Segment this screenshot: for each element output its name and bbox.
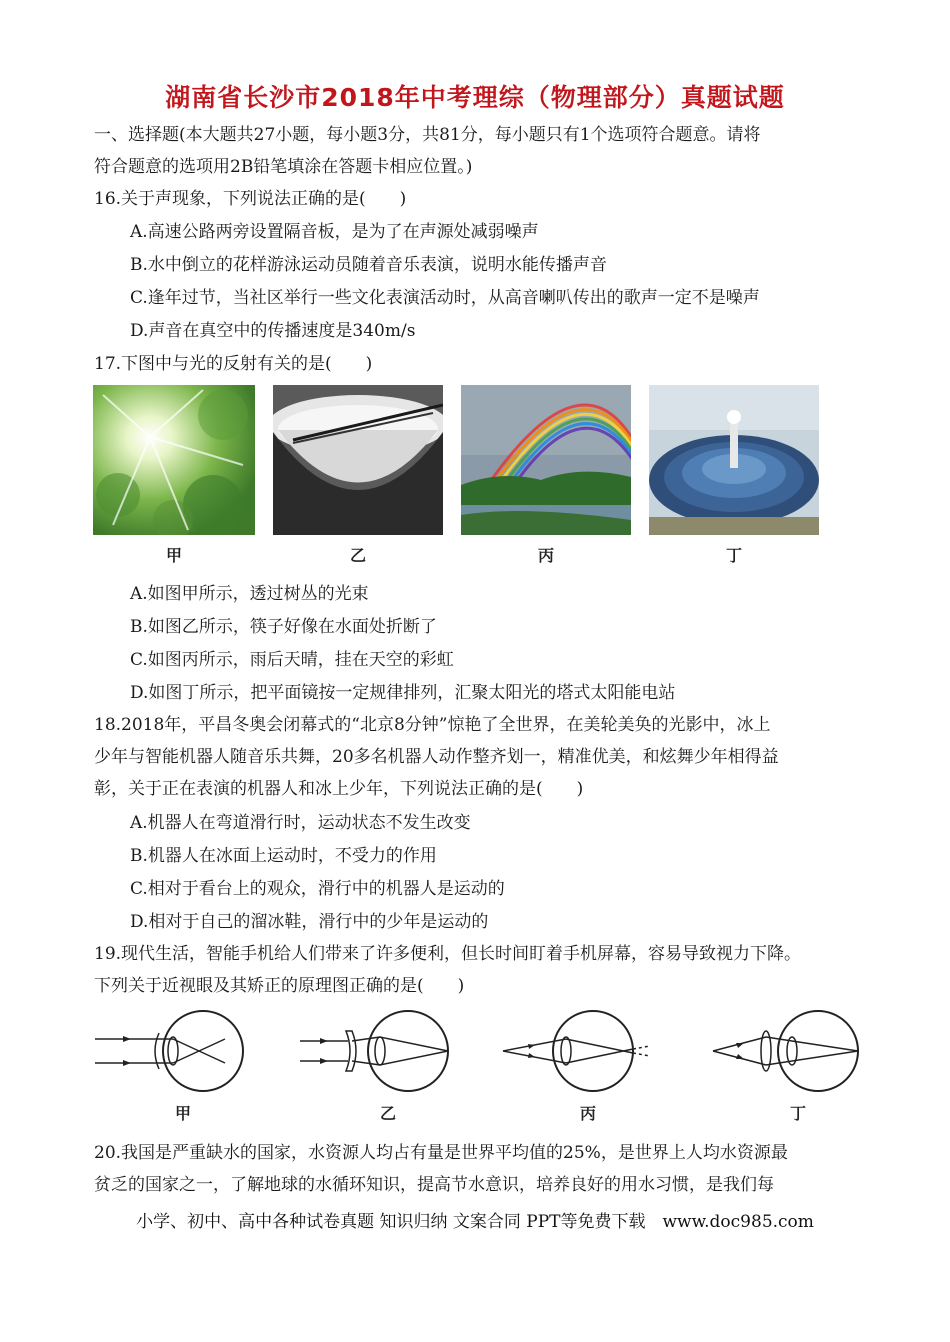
question-18-option-a: A.机器人在弯道滑行时，运动状态不发生改变 bbox=[130, 813, 471, 833]
question-17-figure-row bbox=[93, 385, 828, 570]
question-16-option-a: A.高速公路两旁设置隔音板，是为了在声源处减弱噪声 bbox=[130, 222, 539, 242]
question-17-stem: 17.下图中与光的反射有关的是( ) bbox=[94, 354, 373, 374]
question-18-option-b: B.机器人在冰面上运动时，不受力的作用 bbox=[130, 846, 437, 866]
eye-label-yi: 乙 bbox=[379, 1104, 396, 1123]
question-19-stem-line-2: 下列关于近视眼及其矫正的原理图正确的是( ) bbox=[94, 976, 465, 996]
question-17-option-b: B.如图乙所示，筷子好像在水面处折断了 bbox=[130, 617, 437, 637]
question-20-stem-line-1: 20.我国是严重缺水的国家，水资源人均占有量是世界平均值的25%，是世界上人均水资源最 bbox=[94, 1143, 788, 1163]
eye-diagram-jia bbox=[93, 1003, 273, 1128]
question-16-option-b: B.水中倒立的花样游泳运动员随着音乐表演，说明水能传播声音 bbox=[130, 255, 607, 275]
question-16-option-c: C.逢年过节，当社区举行一些文化表演活动时，从高音喇叭传出的歌声一定不是噪声 bbox=[130, 288, 760, 308]
eye-diagram-bing bbox=[498, 1003, 678, 1128]
eye-diagram-ding bbox=[708, 1003, 888, 1128]
eye-label-ding: 丁 bbox=[789, 1104, 806, 1123]
question-17-option-a: A.如图甲所示，透过树丛的光束 bbox=[130, 584, 369, 604]
eye-label-jia: 甲 bbox=[174, 1104, 191, 1123]
figure-yi-chopstick-bowl bbox=[273, 385, 443, 570]
figure-jia-forest-sunbeam bbox=[93, 385, 255, 570]
section-instruction-line-2: 符合题意的选项用2B铅笔填涂在答题卡相应位置。) bbox=[94, 157, 473, 177]
question-17-option-d: D.如图丁所示，把平面镜按一定规律排列，汇聚太阳光的塔式太阳能电站 bbox=[130, 683, 676, 703]
footer-watermark-text: 小学、初中、高中各种试卷真题 知识归纳 文案合同 PPT等免费下载 www.doc985.com bbox=[136, 1212, 814, 1232]
page-title: 湖南省长沙市2018年中考理综（物理部分）真题试题 bbox=[165, 83, 785, 112]
question-20-stem-line-2: 贫乏的国家之一，了解地球的水循环知识，提高节水意识，培养良好的用水习惯，是我们每 bbox=[94, 1175, 774, 1195]
question-19-stem-line-1: 19.现代生活，智能手机给人们带来了许多便利，但长时间盯着手机屏幕，容易导致视力下降。 bbox=[94, 944, 802, 964]
question-18-stem-line-3: 彰，关于正在表演的机器人和冰上少年，下列说法正确的是( ) bbox=[94, 779, 584, 799]
figure-label-ding: 丁 bbox=[725, 546, 742, 565]
question-16-option-d: D.声音在真空中的传播速度是340m/s bbox=[130, 321, 416, 341]
figure-label-jia: 甲 bbox=[165, 546, 182, 565]
question-18-option-d: D.相对于自己的溜冰鞋，滑行中的少年是运动的 bbox=[130, 912, 489, 932]
question-18-stem-line-1: 18.2018年，平昌冬奥会闭幕式的“北京8分钟”惊艳了全世界，在美轮美奂的光影中，冰上 bbox=[94, 715, 771, 735]
question-18-stem-line-2: 少年与智能机器人随音乐共舞，20多名机器人动作整齐划一，精准优美，和炫舞少年相得益 bbox=[94, 747, 779, 767]
question-16-stem: 16.关于声现象，下列说法正确的是( ) bbox=[94, 189, 407, 209]
section-instruction-line-1: 一、选择题(本大题共27小题，每小题3分，共81分，每小题只有1个选项符合题意。请将 bbox=[94, 125, 761, 145]
figure-label-yi: 乙 bbox=[349, 546, 366, 565]
figure-ding-solar-tower bbox=[649, 385, 819, 570]
figure-label-bing: 丙 bbox=[537, 546, 554, 565]
eye-diagram-yi bbox=[298, 1003, 478, 1128]
question-17-option-c: C.如图丙所示，雨后天晴，挂在天空的彩虹 bbox=[130, 650, 454, 670]
question-18-option-c: C.相对于看台上的观众，滑行中的机器人是运动的 bbox=[130, 879, 505, 899]
question-19-eye-diagram-row bbox=[93, 1003, 873, 1128]
eye-label-bing: 丙 bbox=[579, 1104, 596, 1123]
figure-bing-rainbow bbox=[461, 385, 631, 570]
